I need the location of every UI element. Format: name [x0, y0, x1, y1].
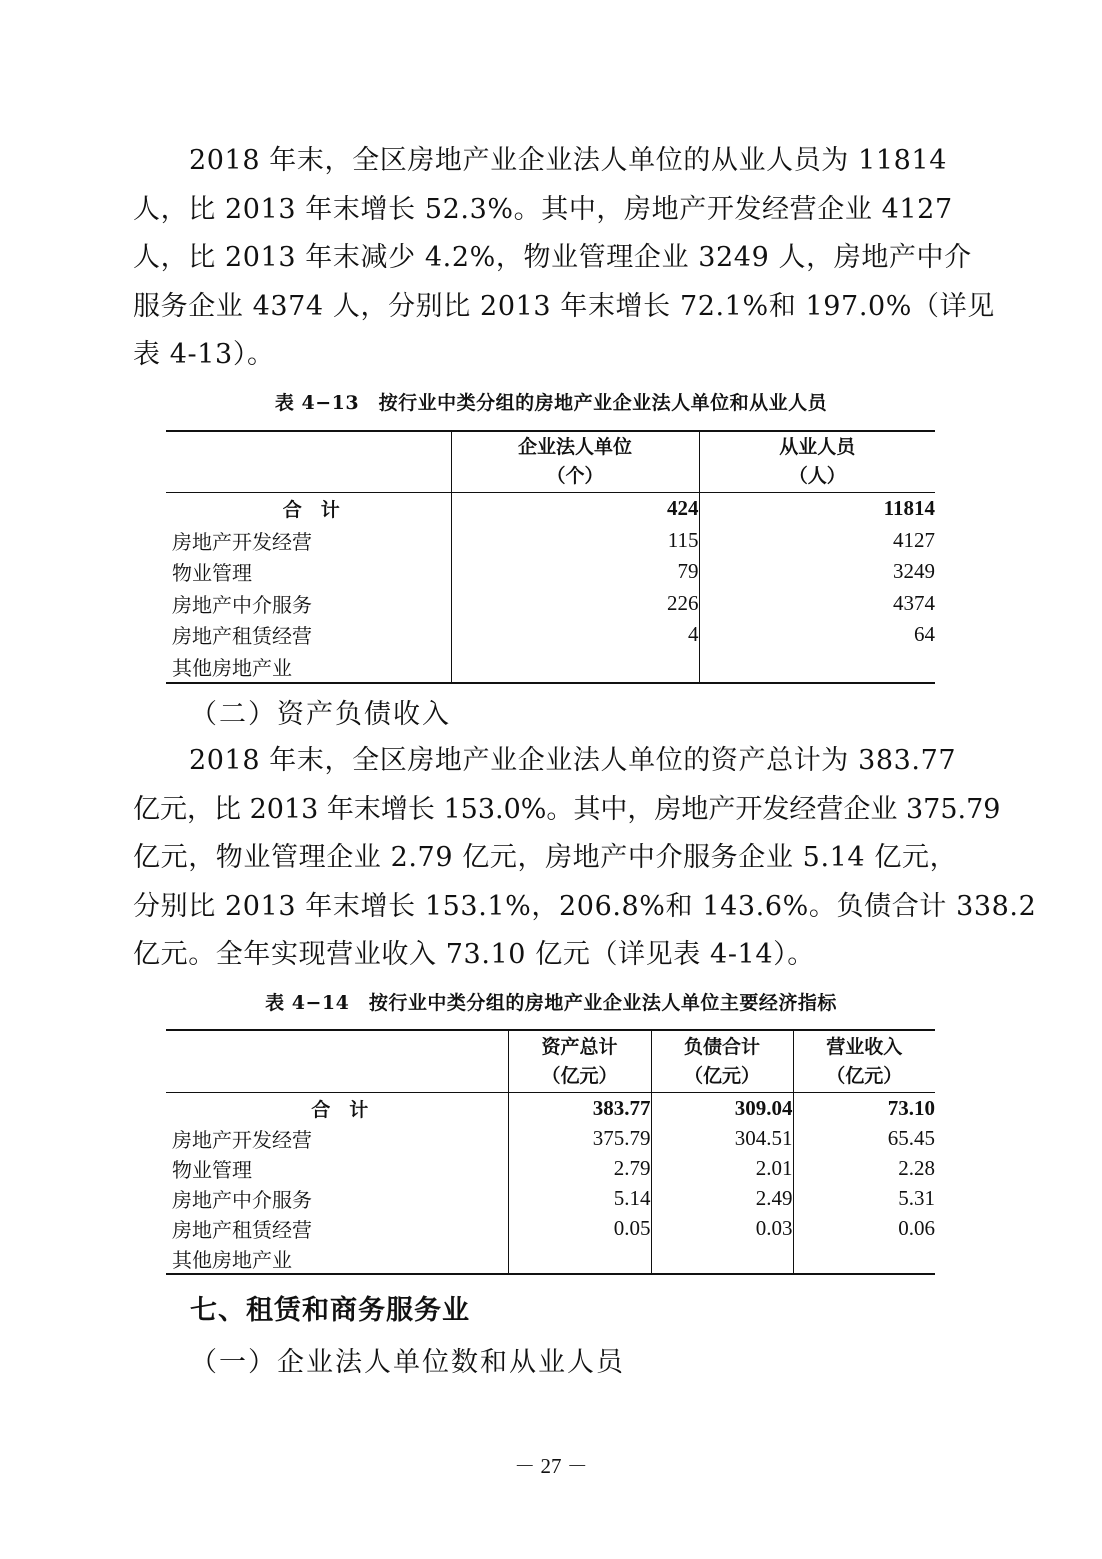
- cell-value: 65.45: [793, 1123, 935, 1153]
- table-4-13-caption: 表 4−13 按行业中类分组的房地产业企业法人单位和从业人员: [274, 392, 828, 414]
- row-label: 合 计: [311, 1098, 369, 1121]
- page-number: － 27 －: [514, 1454, 588, 1478]
- header-unit: （亿元）: [826, 1064, 903, 1087]
- table-row-total: [166, 493, 935, 525]
- cell-value: 115: [451, 525, 699, 557]
- cell-value: 383.77: [508, 1093, 651, 1124]
- row-label: 物业管理: [172, 1157, 252, 1182]
- header-line: 从业人员: [779, 436, 856, 458]
- header-line: 资产总计: [541, 1035, 618, 1058]
- cell-value: 304.51: [651, 1123, 793, 1153]
- text-line: 分别比 2013 年末增长 153.1%，206.8%和 143.6%。负债合计 338.2: [133, 890, 1037, 922]
- text-line: 服务企业 4374 人，分别比 2013 年末增长 72.1%和 197.0%（详见: [133, 290, 995, 322]
- table-row: [166, 556, 935, 588]
- cell-value: 4127: [699, 525, 935, 557]
- header-empty-cell: [166, 1030, 508, 1093]
- table-row: [166, 588, 935, 620]
- table-row: [166, 1243, 935, 1274]
- cell-value: 5.14: [508, 1183, 651, 1213]
- header-operating-revenue: [793, 1030, 935, 1093]
- header-total-assets: [508, 1030, 651, 1093]
- header-line: 营业收入: [826, 1035, 903, 1058]
- table-row-total: [166, 1093, 935, 1124]
- header-line: 负债合计: [683, 1035, 760, 1058]
- cell-value: 11814: [699, 493, 935, 525]
- table-row: [166, 1123, 935, 1153]
- paragraph-assets: [133, 737, 1037, 980]
- cell-value: 0.03: [651, 1213, 793, 1243]
- table-row: [166, 1213, 935, 1243]
- table-4-13: [166, 430, 935, 684]
- table-4-14-caption: 表 4−14 按行业中类分组的房地产业企业法人单位主要经济指标: [265, 992, 837, 1014]
- header-total-liabilities: [651, 1030, 793, 1093]
- text-line: 人，比 2013 年末增长 52.3%。其中，房地产开发经营企业 4127: [133, 193, 953, 225]
- table-4-14: [166, 1029, 935, 1275]
- header-employees: [699, 431, 935, 493]
- cell-value: 79: [451, 556, 699, 588]
- cell-value: 0.05: [508, 1213, 651, 1243]
- cell-value: 64: [699, 619, 935, 651]
- cell-value: 73.10: [793, 1093, 935, 1124]
- cell-value: 309.04: [651, 1093, 793, 1124]
- table-header-row: [166, 1030, 935, 1093]
- cell-value: 4: [451, 619, 699, 651]
- row-label: 其他房地产业: [166, 1243, 508, 1274]
- row-label: 房地产租赁经营: [172, 1217, 312, 1242]
- table-header-row: [166, 431, 935, 493]
- row-label: 合 计: [282, 499, 340, 522]
- table-row: [166, 651, 935, 684]
- cell-value: 2.28: [793, 1153, 935, 1183]
- header-unit: （亿元）: [683, 1064, 760, 1087]
- header-unit: （人）: [788, 465, 846, 487]
- row-label: 房地产开发经营: [172, 529, 312, 554]
- header-unit: （亿元）: [541, 1064, 618, 1087]
- cell-value: 226: [451, 588, 699, 620]
- row-label: 其他房地产业: [166, 651, 451, 684]
- text-line: 2018 年末，全区房地产业企业法人单位的资产总计为 383.77: [189, 745, 957, 776]
- cell-value: [793, 1243, 935, 1274]
- header-empty-cell: [166, 431, 451, 493]
- text-line: 亿元，物业管理企业 2.79 亿元，房地产中介服务企业 5.14 亿元，: [133, 842, 958, 873]
- text-line: 表 4-13）。: [133, 339, 275, 370]
- text-line: 2018 年末，全区房地产业企业法人单位的从业人员为 11814: [189, 145, 947, 176]
- header-line: 企业法人单位: [517, 436, 632, 458]
- cell-value: [651, 1243, 793, 1274]
- cell-value: [699, 651, 935, 684]
- cell-value: 4374: [699, 588, 935, 620]
- row-label: 房地产中介服务: [172, 1187, 312, 1212]
- cell-value: 5.31: [793, 1183, 935, 1213]
- cell-value: 2.01: [651, 1153, 793, 1183]
- table-row: [166, 619, 935, 651]
- header-unit: （个）: [546, 465, 604, 487]
- row-label: 房地产中介服务: [172, 592, 312, 617]
- section-heading-assets: （二）资产负债收入: [190, 699, 451, 730]
- cell-value: 375.79: [508, 1123, 651, 1153]
- table-row: [166, 1183, 935, 1213]
- table-row: [166, 525, 935, 557]
- table-row: [166, 1153, 935, 1183]
- text-line: 亿元，比 2013 年末增长 153.0%。其中，房地产开发经营企业 375.79: [133, 793, 1001, 825]
- row-label: 房地产开发经营: [172, 1127, 312, 1152]
- cell-value: 3249: [699, 556, 935, 588]
- cell-value: 0.06: [793, 1213, 935, 1243]
- cell-value: 2.49: [651, 1183, 793, 1213]
- row-label: 物业管理: [172, 561, 252, 586]
- header-enterprise-units: [451, 431, 699, 493]
- cell-value: [451, 651, 699, 684]
- cell-value: [508, 1243, 651, 1274]
- paragraph-employees: [133, 137, 995, 380]
- row-label: 房地产租赁经营: [172, 624, 312, 649]
- section-heading-units: （一）企业法人单位数和从业人员: [190, 1347, 625, 1378]
- cell-value: 424: [451, 493, 699, 525]
- cell-value: 2.79: [508, 1153, 651, 1183]
- text-line: 人，比 2013 年末减少 4.2%，物业管理企业 3249 人，房地产中介: [133, 242, 972, 273]
- chapter-heading-leasing: 七、租赁和商务服务业: [190, 1295, 470, 1326]
- text-line: 亿元。全年实现营业收入 73.10 亿元（详见表 4-14）。: [133, 939, 815, 970]
